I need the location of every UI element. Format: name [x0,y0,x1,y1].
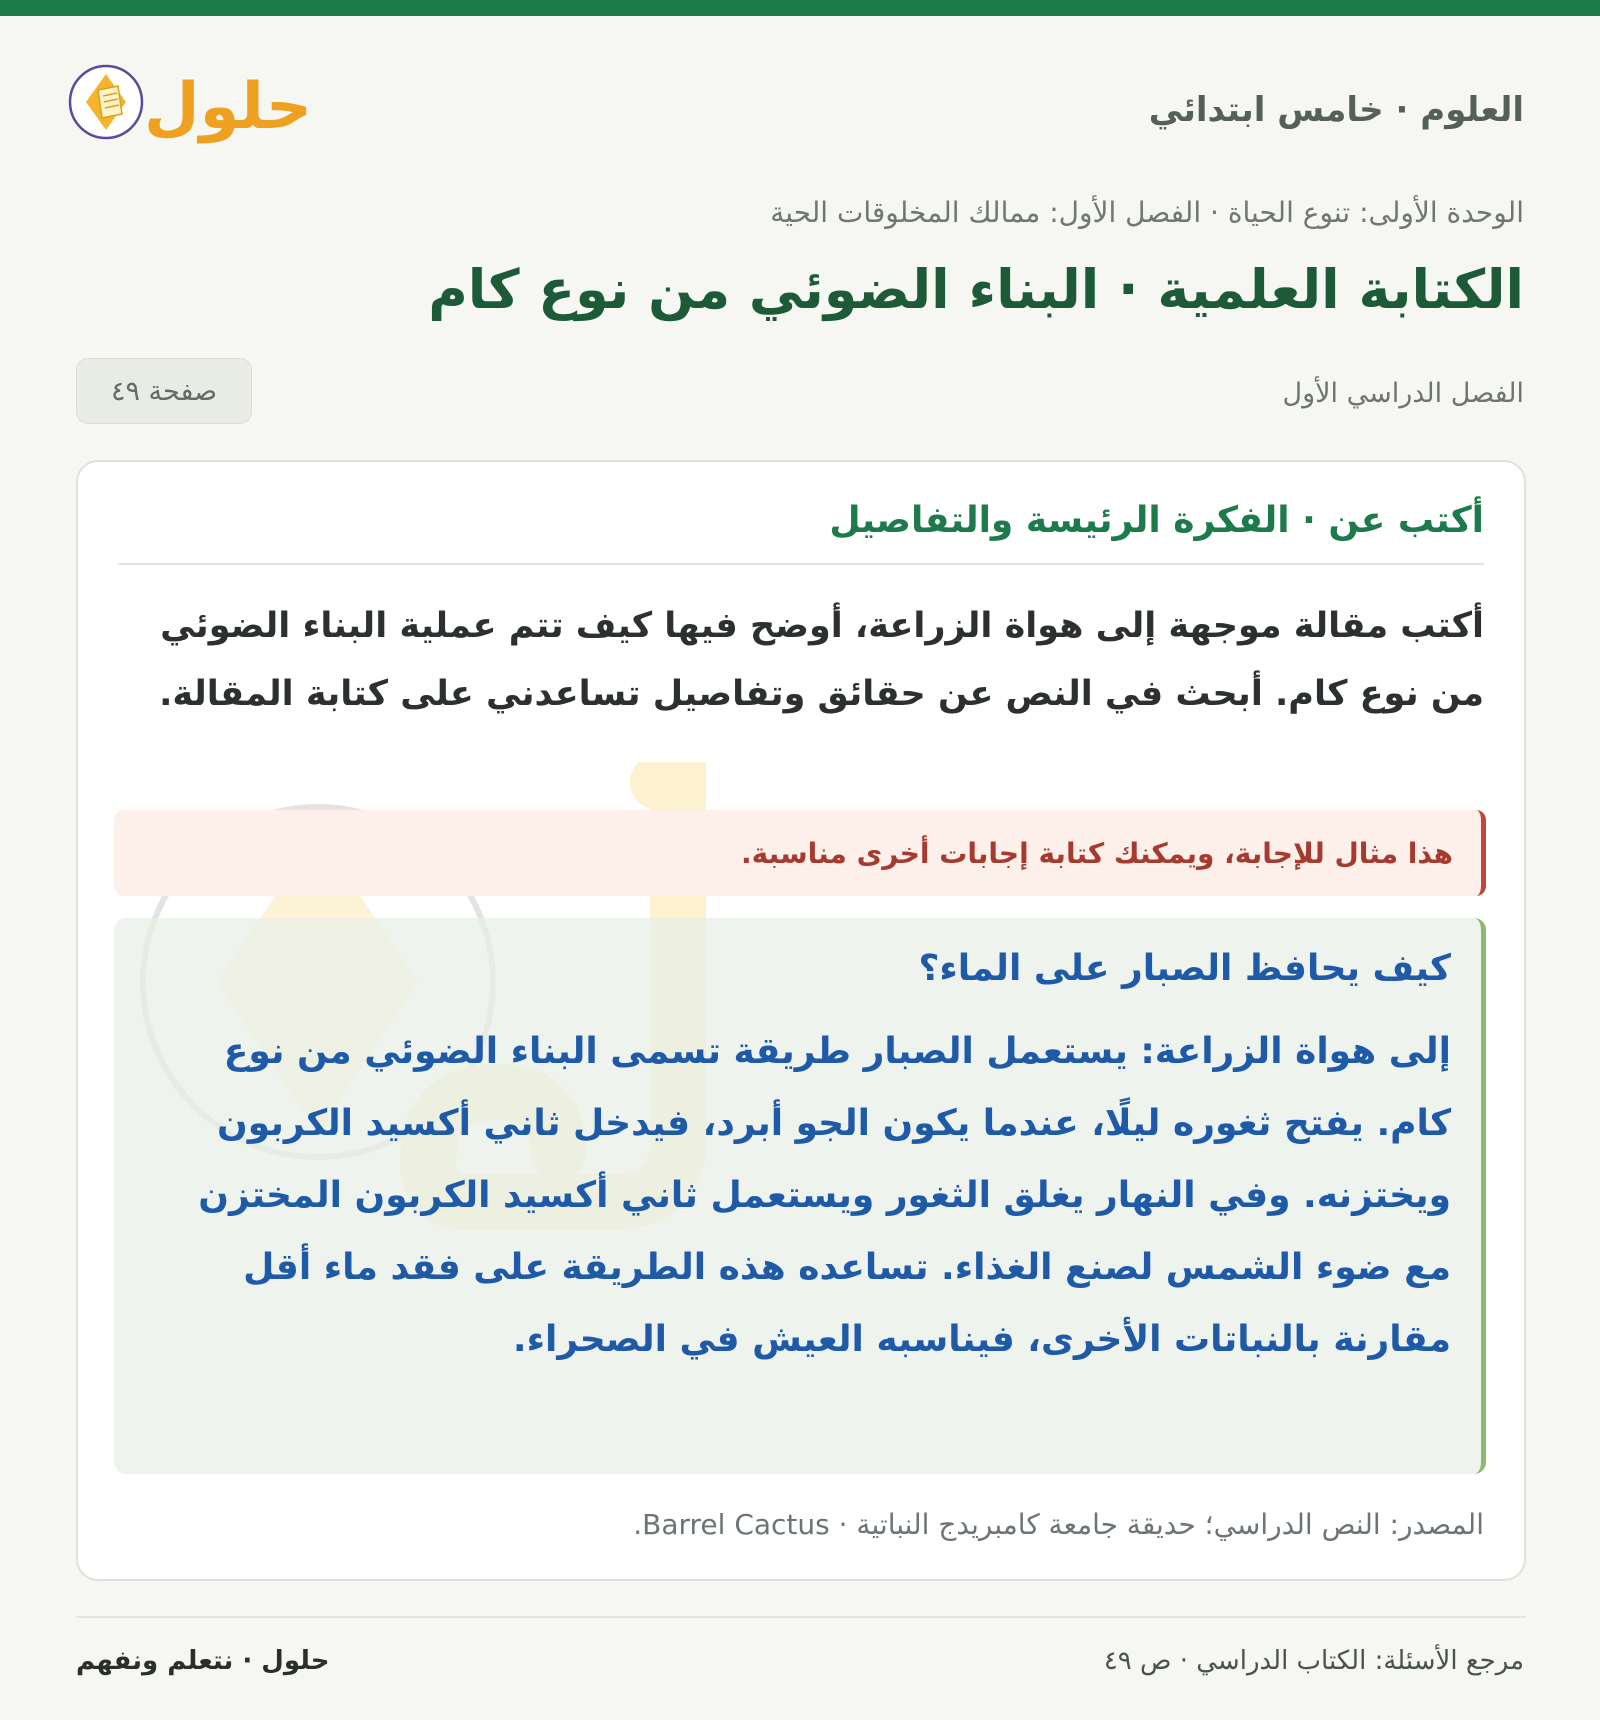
answer-question: كيف يحافظ الصبار على الماء؟ [918,948,1451,989]
logo-text: حلول [144,70,312,144]
answer-note [114,810,1486,896]
answer-note-text: هذا مثال للإجابة، ويمكنك كتابة إجابات أخرى مناسبة. [741,836,1453,870]
term-label: الفصل الدراسي الأول [1282,378,1524,409]
breadcrumb: الوحدة الأولى: تنوع الحياة · الفصل الأول: ممالك المخلوقات الحية [770,196,1524,229]
content-card [76,460,1526,1581]
page-number-badge: صفحة ٤٩ [76,358,252,424]
source-citation: المصدر: النص الدراسي؛ حديقة جامعة كامبريدج النباتية · Barrel Cactus. [633,1508,1484,1541]
question-prompt: أكتب مقالة موجهة إلى هواة الزراعة، أوضح فيها كيف تتم عملية البناء الضوئي من نوع كام. أبحث في النص عن حقائق وتفاصيل تساعدني على كتابة المقالة. [159,606,1484,714]
section-heading: أكتب عن · الفكرة الرئيسة والتفاصيل [118,500,1484,565]
answer-body: إلى هواة الزراعة: يستعمل الصبار طريقة تسمى البناء الضوئي من نوع كام. يفتح ثغوره ليلًا، عندما يكون الجو أبرد، فيدخل ثاني أكسيد الكربون ويختزنه. وفي النهار يغلق الثغور ويستعمل ثاني أكسيد الكربون المختزن مع ضوء الشمس لصنع الغذاء. تساعده هذه الطريقة على فقد ماء أقل مقارنة بالنباتات الأخرى، فيناسبه العيش في الصحراء. [198,1031,1451,1360]
top-accent-bar [0,0,1600,16]
answer-box [114,918,1486,1474]
book-document-icon [70,66,142,138]
site-logo[interactable] [68,50,328,150]
footer-divider [76,1616,1526,1618]
footer-brand[interactable]: حلول · نتعلم ونفهم [76,1646,330,1676]
footer-reference: مرجع الأسئلة: الكتاب الدراسي · ص ٤٩ [1103,1646,1524,1676]
page-title: الكتابة العلمية · البناء الضوئي من نوع كام [428,258,1524,321]
subject-label: العلوم · خامس ابتدائي [1148,90,1524,130]
